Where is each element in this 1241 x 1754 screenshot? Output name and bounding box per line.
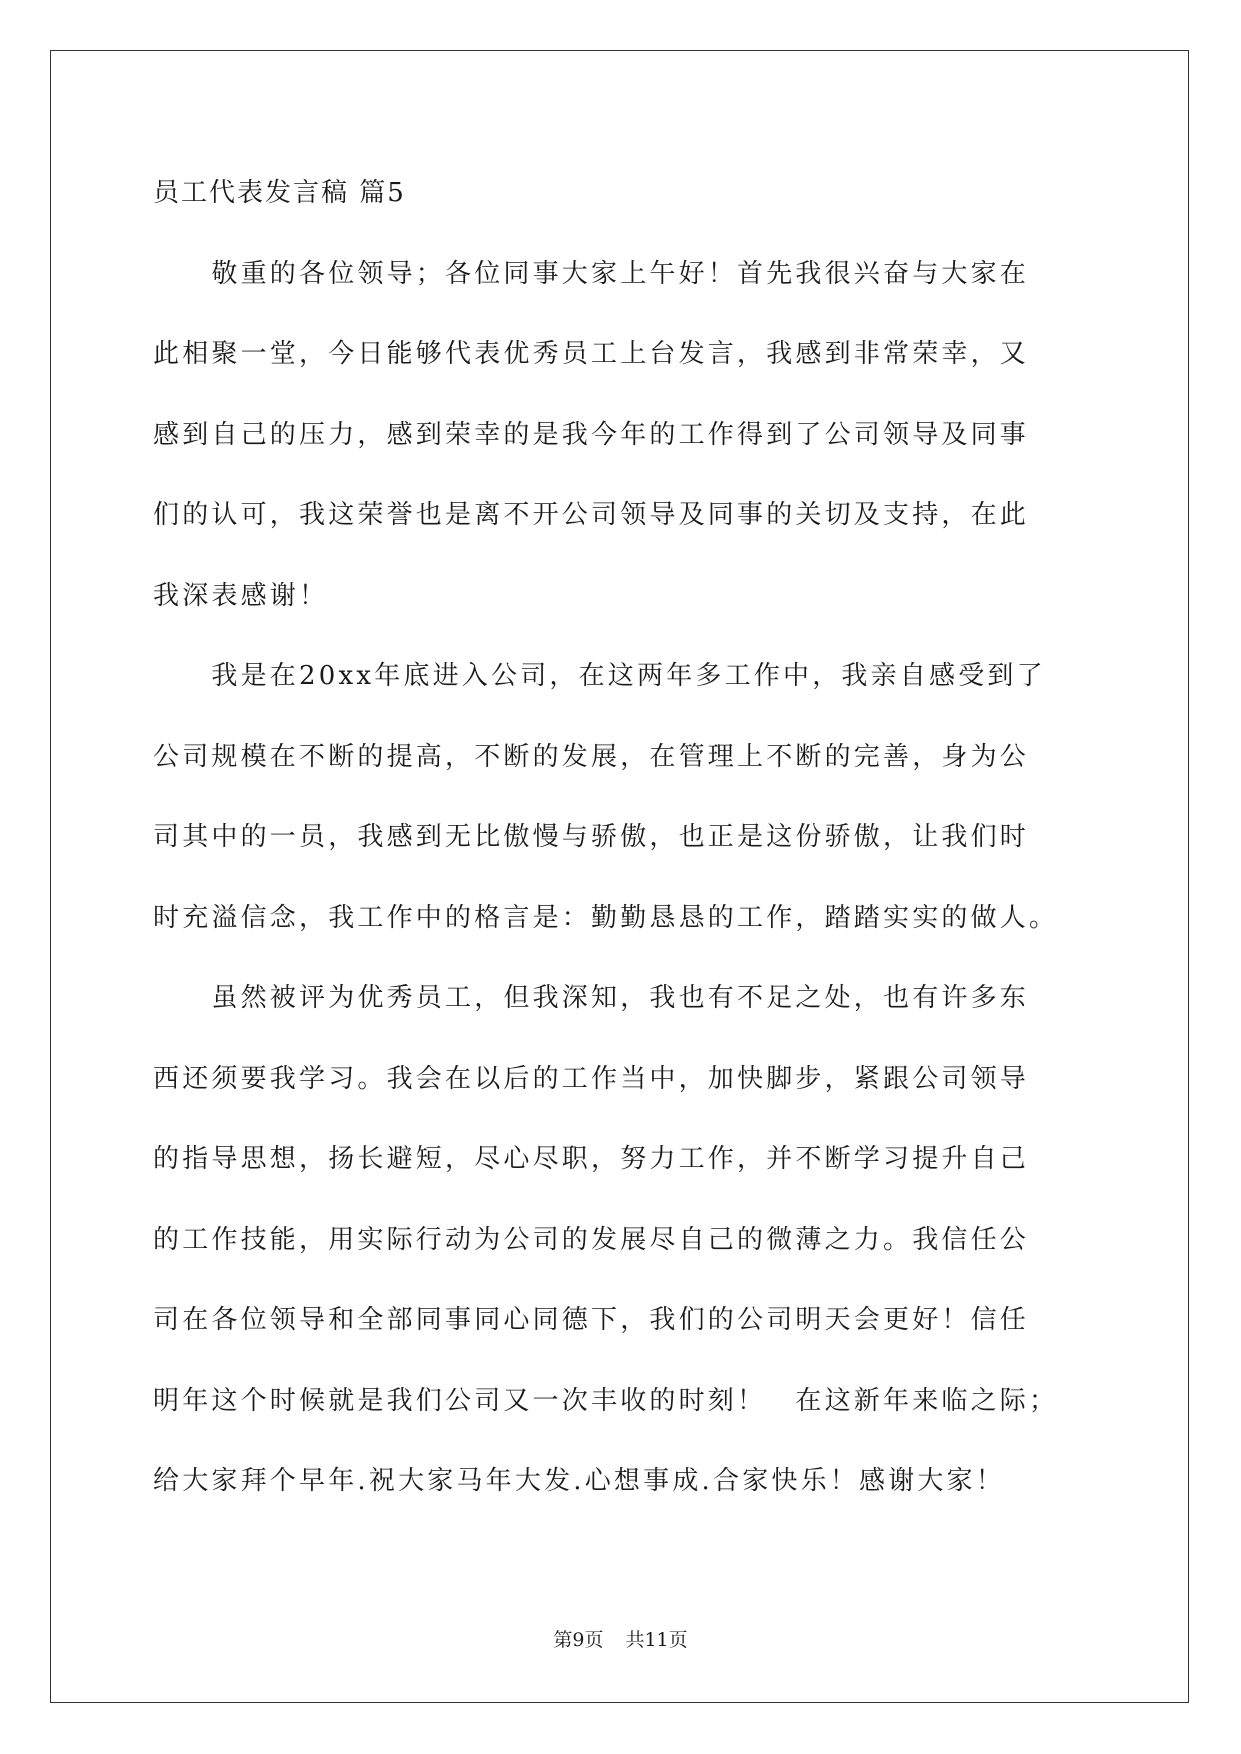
body-line: 的指导思想，扬长避短，尽心尽职，努力工作，并不断学习提升自己 xyxy=(153,1144,1030,1174)
page-border xyxy=(50,50,1189,1703)
body-line: 公司规模在不断的提高，不断的发展，在管理上不断的完善，身为公 xyxy=(153,742,1030,772)
body-line: 的工作技能，用实际行动为公司的发展尽自己的微薄之力。我信任公 xyxy=(153,1225,1030,1255)
body-line: 敬重的各位领导；各位同事大家上午好！首先我很兴奋与大家在 xyxy=(153,259,1030,289)
body-line: 时充溢信念，我工作中的格言是：勤勤恳恳的工作，踏踏实实的做人。 xyxy=(153,903,1059,933)
page-number-footer xyxy=(0,1628,1241,1652)
body-line: 司其中的一员，我感到无比傲慢与骄傲，也正是这份骄傲，让我们时 xyxy=(153,822,1030,852)
body-line: 明年这个时候就是我们公司又一次丰收的时刻！ 在这新年来临之际； xyxy=(153,1386,1059,1416)
body-line: 我深表感谢！ xyxy=(153,581,329,611)
total-pages-label: 共11页 xyxy=(625,1629,688,1651)
body-line: 给大家拜个早年.祝大家马年大发.心想事成.合家快乐！感谢大家！ xyxy=(153,1466,1005,1496)
current-page-label: 第9页 xyxy=(553,1629,604,1651)
body-line: 虽然被评为优秀员工，但我深知，我也有不足之处，也有许多东 xyxy=(153,983,1030,1013)
body-line: 司在各位领导和全部同事同心同德下，我们的公司明天会更好！信任 xyxy=(153,1305,1030,1335)
body-line: 我是在20xx年底进入公司，在这两年多工作中，我亲自感受到了 xyxy=(153,661,1046,691)
body-line: 感到自己的压力，感到荣幸的是我今年的工作得到了公司领导及同事 xyxy=(153,420,1030,450)
body-line: 西还须要我学习。我会在以后的工作当中，加快脚步，紧跟公司领导 xyxy=(153,1064,1030,1094)
document-title: 员工代表发言稿 篇5 xyxy=(153,178,406,208)
body-line: 们的认可，我这荣誉也是离不开公司领导及同事的关切及支持，在此 xyxy=(153,500,1030,530)
body-line: 此相聚一堂，今日能够代表优秀员工上台发言，我感到非常荣幸，又 xyxy=(153,339,1030,369)
